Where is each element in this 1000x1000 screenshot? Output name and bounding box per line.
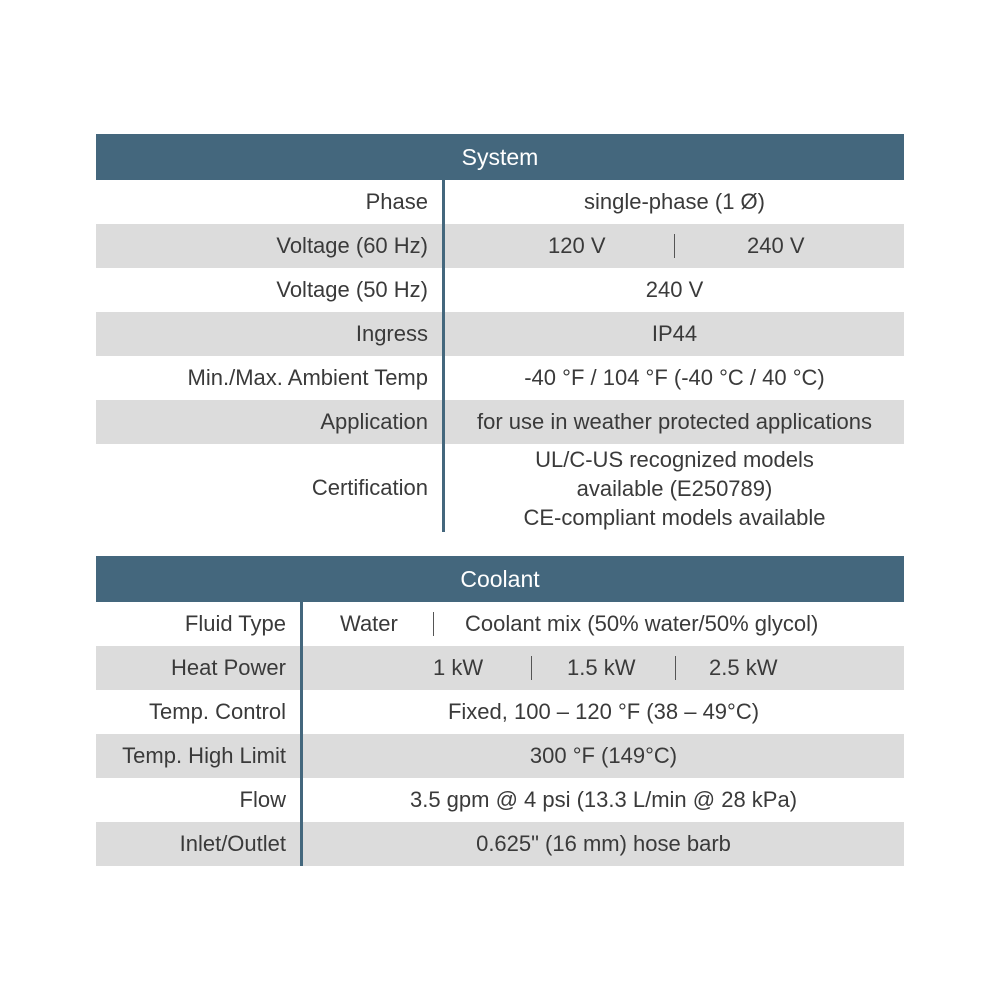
application-value: for use in weather protected applications [442, 400, 904, 444]
system-header: System [96, 134, 904, 180]
temp-control-value: Fixed, 100 – 120 °F (38 – 49°C) [300, 690, 904, 734]
application-label: Application [320, 409, 428, 434]
heat-power-label: Heat Power [171, 655, 286, 680]
ingress-label: Ingress [355, 321, 428, 346]
fluid-type-option: Coolant mix (50% water/50% glycol) [465, 611, 819, 636]
voltage-60hz-option: 240 V [747, 233, 805, 258]
table-row [96, 356, 904, 400]
certification-line: UL/C-US recognized models [535, 446, 814, 472]
value-separator [433, 612, 434, 636]
temp-high-limit-label: Temp. High Limit [122, 743, 286, 768]
voltage-50hz-label: Voltage (50 Hz) [276, 277, 428, 302]
fluid-type-value [300, 602, 904, 646]
certification-line: CE-compliant models available [523, 504, 826, 530]
voltage-60hz-option: 120 V [548, 233, 606, 258]
value-separator [531, 656, 532, 680]
table-row [96, 734, 904, 778]
fluid-type-option: Water [340, 611, 398, 636]
table-row [96, 400, 904, 444]
table-row [96, 180, 904, 224]
ambient-temp-value: -40 °F / 104 °F (-40 °C / 40 °C) [442, 356, 904, 400]
ambient-temp-label: Min./Max. Ambient Temp [187, 365, 428, 390]
table-row [96, 312, 904, 356]
coolant-header: Coolant [96, 556, 904, 602]
certification-line: available (E250789) [576, 475, 773, 501]
value-separator [675, 656, 676, 680]
phase-label: Phase [365, 189, 428, 214]
table-row [96, 602, 904, 646]
table-row [96, 822, 904, 866]
inlet-outlet-label: Inlet/Outlet [179, 831, 286, 856]
phase-value: single-phase (1 Ø) [442, 180, 904, 224]
value-separator [674, 234, 675, 258]
flow-label: Flow [239, 787, 286, 812]
heat-power-option: 1.5 kW [567, 655, 636, 680]
flow-value: 3.5 gpm @ 4 psi (13.3 L/min @ 28 kPa) [300, 778, 904, 822]
table-row [96, 444, 904, 532]
table-row [96, 690, 904, 734]
fluid-type-label: Fluid Type [184, 611, 286, 636]
table-row [96, 224, 904, 268]
system-spec-table [96, 134, 904, 532]
voltage-60hz-value [442, 224, 904, 268]
table-row [96, 268, 904, 312]
voltage-60hz-label: Voltage (60 Hz) [276, 233, 428, 258]
temp-control-label: Temp. Control [149, 699, 286, 724]
certification-label: Certification [311, 475, 428, 500]
inlet-outlet-value: 0.625" (16 mm) hose barb [300, 822, 904, 866]
heat-power-option: 1 kW [433, 655, 484, 680]
ingress-value: IP44 [442, 312, 904, 356]
voltage-50hz-value: 240 V [442, 268, 904, 312]
temp-high-limit-value: 300 °F (149°C) [300, 734, 904, 778]
heat-power-value [300, 646, 904, 690]
table-row [96, 646, 904, 690]
coolant-spec-table [96, 556, 904, 866]
certification-value [442, 444, 904, 532]
heat-power-option: 2.5 kW [709, 655, 778, 680]
table-row [96, 778, 904, 822]
